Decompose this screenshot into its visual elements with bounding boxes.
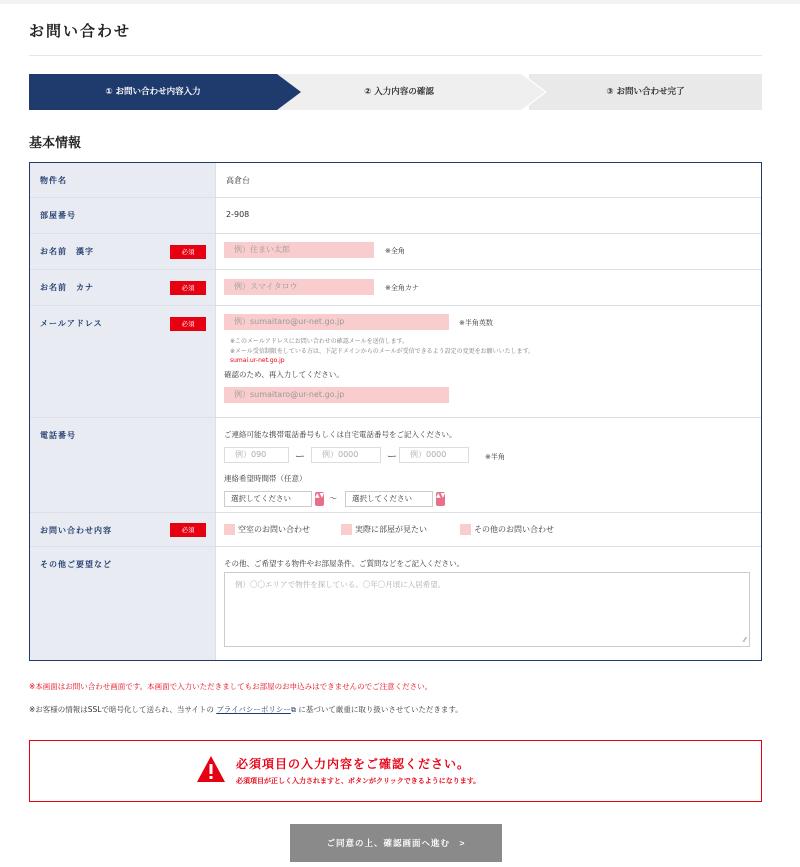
top-border — [0, 0, 800, 4]
email-input[interactable]: 例）sumaitaro@ur-net.go.jp — [224, 314, 449, 330]
email-label: メールアドレス — [40, 319, 103, 328]
row-header — [30, 198, 216, 233]
row-header — [30, 234, 216, 269]
step-1-input: ① お問い合わせ内容入力 — [29, 74, 277, 110]
other-requests-placeholder: 例）〇〇エリアで物件を探している。〇年〇月頃に入居希望。 — [235, 580, 446, 589]
required-badge: 必須 — [170, 281, 206, 295]
proceed-to-confirm-button[interactable]: ご同意の上、確認画面へ進む > — [290, 824, 502, 862]
external-link-icon[interactable]: ⧉ — [290, 706, 296, 714]
row-header — [30, 513, 216, 546]
section-title: 基本情報 — [29, 136, 82, 151]
checkbox-vacancy[interactable] — [224, 524, 235, 535]
title-divider — [29, 55, 762, 56]
checkbox-other-label[interactable]: その他のお問い合わせ — [474, 525, 554, 534]
inquiry-form — [29, 162, 762, 661]
name-kana-input[interactable]: 例）スマイタロウ — [224, 279, 374, 295]
other-instruction: その他、ご希望する物件やお部屋条件、ご質問などをご記入ください。 — [224, 559, 464, 568]
checkbox-viewing-label[interactable]: 実際に部屋が見たい — [355, 525, 427, 534]
time-range-tilde: 〜 — [329, 494, 337, 503]
email-note-1: ※このメールアドレスにお問い合わせの確認メールを送信します。 — [230, 338, 409, 345]
other-requests-textarea[interactable] — [224, 572, 750, 647]
phone-input-2[interactable]: 例）0000 — [311, 447, 381, 463]
notice-not-application: ※本画面はお問い合わせ画面です。本画面で入力いただきましてもお部屋のお申込みはできませんのでご注意ください。 — [29, 682, 433, 691]
name-kana-label: お名前 カナ — [40, 283, 94, 292]
name-kana-hint: ※全角カナ — [385, 284, 419, 292]
phone-label: 電話番号 — [40, 431, 76, 440]
row-property — [30, 163, 761, 198]
row-header — [30, 418, 216, 512]
row-header — [30, 270, 216, 305]
row-name-kana — [30, 270, 761, 306]
email-confirm-label: 確認のため、再入力してください。 — [224, 370, 344, 379]
validation-alert — [29, 740, 762, 802]
name-kanji-input[interactable]: 例）住まい太郎 — [224, 242, 374, 258]
phone-dash: ー — [295, 452, 305, 463]
row-inquiry-type — [30, 513, 761, 547]
contact-time-start-select[interactable]: 選択してください — [224, 491, 312, 507]
privacy-policy-link[interactable]: プライバシーポリシー — [216, 705, 291, 714]
notice-ssl-suffix: に基づいて厳重に取り扱いさせていただきます。 — [298, 705, 463, 714]
checkbox-vacancy-label[interactable]: 空室のお問い合わせ — [238, 525, 310, 534]
alert-subtitle: 必須項目が正しく入力されますと、ボタンがクリックできるようになります。 — [236, 777, 481, 785]
step-1-arrow — [277, 74, 301, 110]
phone-dash: ー — [387, 452, 397, 463]
alert-title: 必須項目の入力内容をご確認ください。 — [236, 757, 471, 771]
row-body — [217, 418, 761, 512]
resize-handle-icon[interactable]: ⁄⁄ — [743, 636, 746, 644]
phone-input-1[interactable]: 例）090 — [224, 447, 289, 463]
row-body — [217, 547, 761, 660]
contact-time-label: 連絡希望時間帯（任意） — [224, 474, 307, 483]
phone-hint: ※半角 — [485, 453, 505, 461]
inquiry-label: お問い合わせ内容 — [40, 526, 112, 535]
room-label: 部屋番号 — [40, 211, 76, 220]
warning-icon — [196, 755, 226, 783]
row-body — [217, 163, 761, 197]
progress-steps — [29, 74, 762, 110]
row-body — [217, 513, 761, 546]
property-label: 物件名 — [40, 176, 67, 185]
step-2-arrow — [521, 74, 545, 110]
phone-instruction: ご連絡可能な携帯電話番号もしくは自宅電話番号をご記入ください。 — [224, 430, 457, 439]
row-header — [30, 306, 216, 417]
name-kanji-hint: ※全角 — [385, 247, 405, 255]
row-email — [30, 306, 761, 418]
notice-ssl-prefix: ※お客様の情報はSSLで暗号化して送られ、当サイトの — [29, 705, 214, 714]
required-badge: 必須 — [170, 317, 206, 331]
checkbox-viewing[interactable] — [341, 524, 352, 535]
row-name-kanji — [30, 234, 761, 270]
row-body — [217, 198, 761, 233]
row-room — [30, 198, 761, 234]
property-value: 高倉台 — [226, 176, 250, 185]
contact-time-end-select[interactable]: 選択してください — [345, 491, 433, 507]
phone-input-3[interactable]: 例）0000 — [399, 447, 469, 463]
email-domain: sumai.ur-net.go.jp — [230, 357, 285, 364]
step-3-complete: ③ お問い合わせ完了 — [529, 74, 762, 110]
required-badge: 必須 — [170, 245, 206, 259]
row-header — [30, 163, 216, 197]
notice-ssl — [29, 704, 463, 715]
row-body — [217, 270, 761, 305]
email-hint: ※半角英数 — [459, 319, 493, 327]
name-kanji-label: お名前 漢字 — [40, 247, 94, 256]
select-arrow-icon[interactable]: ▲▼ — [436, 492, 445, 506]
row-other-requests — [30, 547, 761, 660]
row-body — [217, 306, 761, 417]
room-value: 2-908 — [226, 210, 250, 219]
select-arrow-icon[interactable]: ▲▼ — [315, 492, 324, 506]
checkbox-other[interactable] — [460, 524, 471, 535]
email-note-2: ※メール受信制限をしている方は、下記ドメインからのメールが受信できるよう設定の変更をお願いいたします。 — [230, 348, 535, 355]
row-body — [217, 234, 761, 269]
step-2-confirm: ② 入力内容の確認 — [277, 74, 521, 110]
email-confirm-input[interactable]: 例）sumaitaro@ur-net.go.jp — [224, 387, 449, 403]
row-header — [30, 547, 216, 660]
page-title: お問い合わせ — [29, 22, 132, 40]
required-badge: 必須 — [170, 523, 206, 537]
row-phone — [30, 418, 761, 513]
other-label: その他ご要望など — [40, 560, 112, 569]
